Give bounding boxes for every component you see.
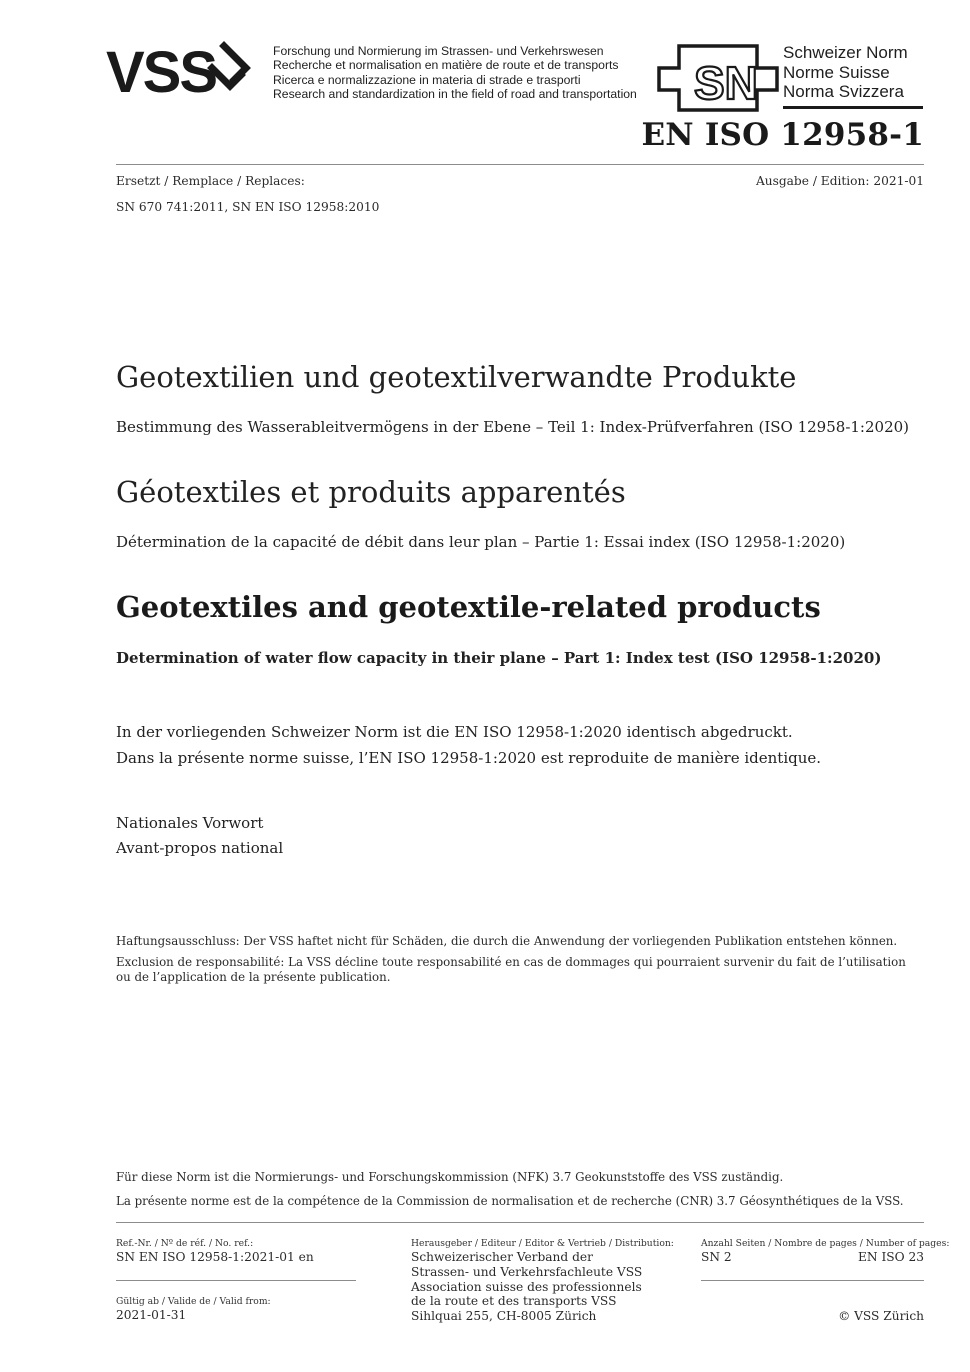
title-french: Géotextiles et produits apparentés	[116, 475, 626, 509]
valid-from-value: 2021-01-31	[116, 1308, 187, 1322]
publisher-line: de la route et des transports VSS	[411, 1294, 617, 1309]
foreword-french: Avant-propos national	[116, 839, 284, 857]
title-german: Geotextilien und geotextilverwandte Produkte	[116, 360, 797, 394]
vss-tagline	[273, 44, 637, 102]
valid-from-label: Gültig ab / Valide de / Valid from:	[116, 1296, 271, 1307]
ref-number-value: SN EN ISO 12958-1:2021-01 en	[116, 1250, 314, 1264]
replaces-value: SN 670 741:2011, SN EN ISO 12958:2010	[116, 200, 380, 214]
vss-logo	[106, 40, 266, 100]
sn-norm-names	[783, 43, 908, 102]
ref-number-label: Ref.-Nr. / Nº de réf. / No. ref.:	[116, 1238, 254, 1249]
publisher-line: Schweizerischer Verband der	[411, 1250, 593, 1264]
edition: Ausgabe / Edition: 2021-01	[755, 174, 924, 188]
subtitle-german: Bestimmung des Wasserableitvermögens in der Ebene – Teil 1: Index-Prüfverfahren (ISO 12958-1:2020)	[116, 418, 910, 436]
committee-german: Für diese Norm ist die Normierungs- und Forschungskommission (NFK) 3.7 Geokunststoffe des VSS zuständig.	[116, 1170, 784, 1184]
publisher-line: Sihlquai 255, CH-8005 Zürich	[411, 1309, 597, 1324]
page-count-label: Anzahl Seiten / Nombre de pages / Number of pages:	[701, 1238, 950, 1249]
copyright: © VSS Zürich	[838, 1309, 924, 1323]
statement-german: In der vorliegenden Schweizer Norm ist die EN ISO 12958-1:2020 identisch abgedruckt.	[116, 723, 793, 741]
replaces-label: Ersetzt / Remplace / Replaces:	[116, 174, 305, 188]
foreword-german: Nationales Vorwort	[116, 814, 264, 832]
sn-norm-fr: Norme Suisse	[783, 62, 890, 82]
sn-norm-it: Norma Svizzera	[783, 82, 904, 101]
publisher-label: Herausgeber / Editeur / Editor & Vertrieb / Distribution:	[411, 1238, 674, 1249]
document-number: EN ISO 12958-1	[641, 117, 924, 153]
sn-logo-underline	[783, 106, 923, 109]
publisher-line: Association suisse des professionnels	[411, 1279, 642, 1294]
disclaimer-french-line1: Exclusion de responsabilité: La VSS décline toute responsabilité en cas de dommages qui pourraient survenir du fait de l’utilisation	[116, 955, 906, 969]
page-count-en: EN ISO 23	[858, 1250, 924, 1264]
sn-logo	[657, 44, 779, 112]
publisher-address	[411, 1250, 642, 1324]
publisher-line: Strassen- und Verkehrsfachleute VSS	[411, 1264, 643, 1279]
vss-tagline-de: Forschung und Normierung im Strassen- und Verkehrswesen	[273, 44, 604, 58]
ref-number-rule	[116, 1280, 356, 1281]
page-count-rule	[701, 1280, 924, 1281]
disclaimer-german: Haftungsausschluss: Der VSS haftet nicht für Schäden, die durch die Anwendung der vorliegenden Publikation entstehen können.	[116, 934, 898, 948]
header-divider	[116, 164, 924, 165]
svg-text:SN: SN	[694, 57, 758, 109]
vss-tagline-fr: Recherche et normalisation en matière de route et de transports	[273, 58, 619, 73]
vss-tagline-it: Ricerca e normalizzazione in materia di strade e trasporti	[273, 72, 581, 87]
sn-norm-de: Schweizer Norm	[783, 43, 908, 62]
subtitle-english: Determination of water flow capacity in their plane – Part 1: Index test (ISO 12958-1:2020)	[116, 649, 882, 667]
committee-french: La présente norme est de la compétence de la Commission de normalisation et de recherche (CNR) 3.7 Géosynthétiques de la VSS.	[116, 1194, 904, 1208]
svg-text:VSS: VSS	[106, 40, 217, 100]
statement-french: Dans la présente norme suisse, l’EN ISO 12958-1:2020 est reproduite de manière identique.	[116, 749, 822, 767]
vss-tagline-en: Research and standardization in the field of road and transportation	[273, 87, 637, 102]
title-english: Geotextiles and geotextile-related products	[116, 590, 821, 624]
subtitle-french: Détermination de la capacité de débit dans leur plan – Partie 1: Essai index (ISO 12958-1:2020)	[116, 533, 846, 551]
disclaimer-french-line2: ou de l’application de la présente publication.	[116, 970, 391, 984]
footer-divider	[116, 1222, 924, 1223]
page-count-sn: SN 2	[701, 1250, 732, 1264]
